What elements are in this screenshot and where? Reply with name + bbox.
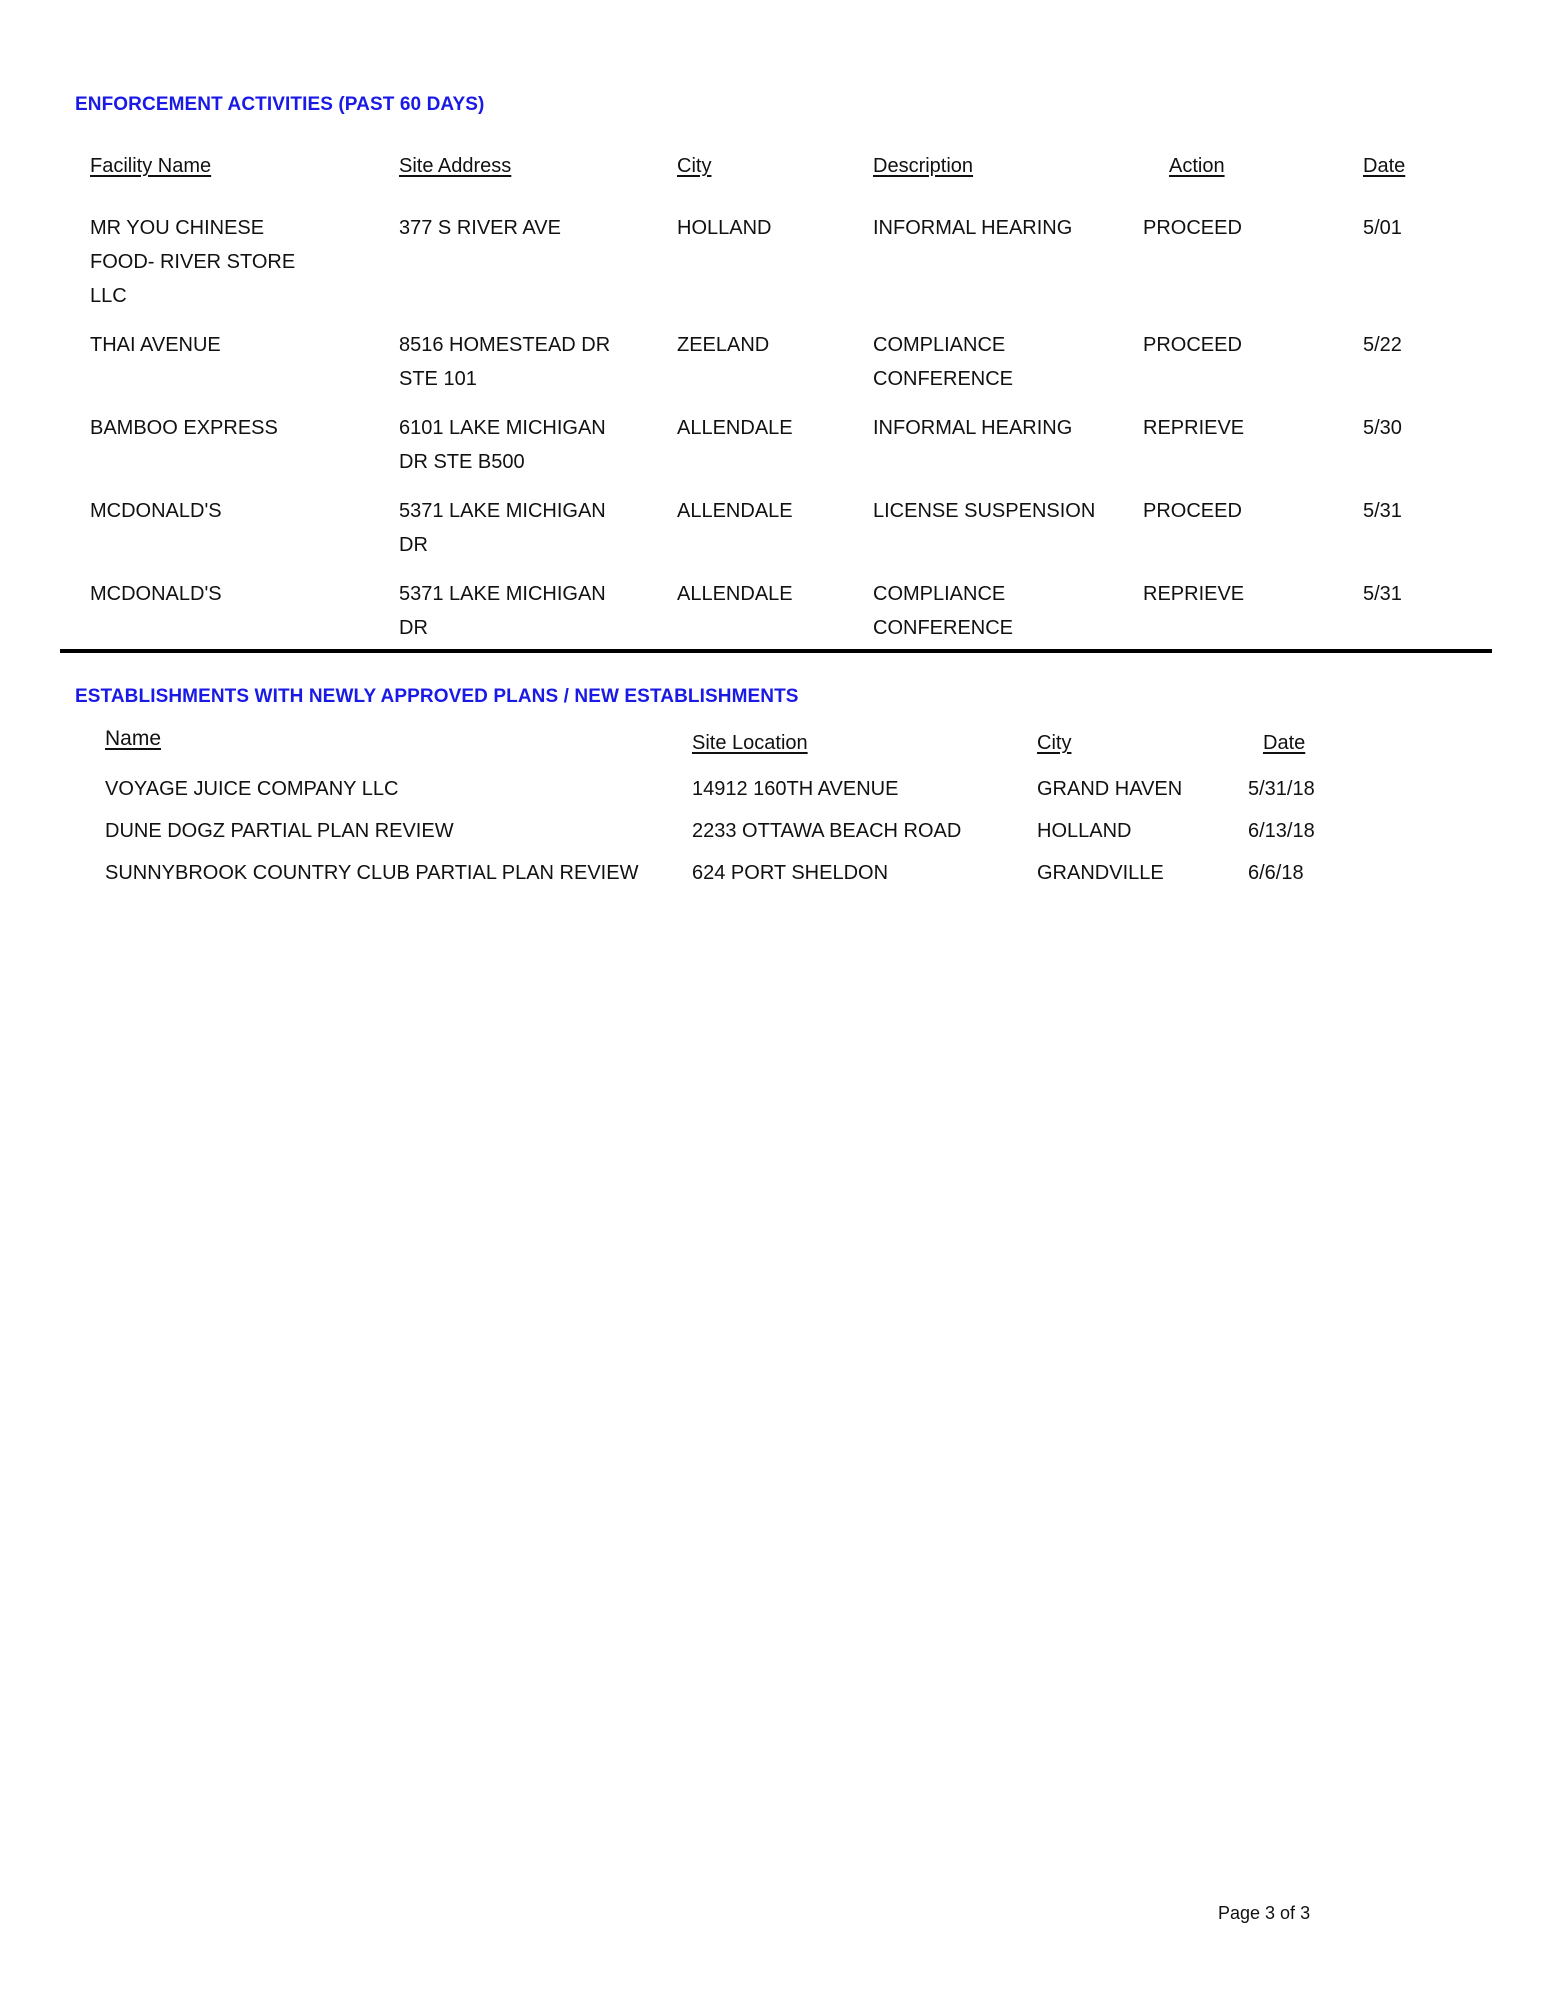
header-description: Description [873,155,974,177]
cell-city: ALLENDALE [677,500,793,522]
cell-facility-name: MR YOU CHINESE FOOD- RIVER STORE LLC [90,217,296,307]
table-row [0,862,1545,904]
cell-city: GRAND HAVEN [1037,778,1183,800]
cell-date: 5/31/18 [1248,778,1315,800]
cell-city: GRANDVILLE [1037,862,1164,884]
table-row [0,778,1545,820]
cell-date: 6/13/18 [1248,820,1315,842]
cell-site-location: 2233 OTTAWA BEACH ROAD [692,820,962,842]
cell-action: REPRIEVE [1143,417,1245,439]
cell-facility-name: MCDONALD'S [90,583,222,605]
header-facility-name: Facility Name [90,155,212,177]
cell-date: 5/01 [1363,217,1402,239]
cell-description: LICENSE SUSPENSION [873,500,1096,522]
cell-date: 5/31 [1363,500,1402,522]
cell-action: PROCEED [1143,334,1242,356]
header-city: City [1037,732,1072,754]
cell-facility-name: THAI AVENUE [90,334,221,356]
cell-date: 5/31 [1363,583,1402,605]
header-site-address: Site Address [399,155,512,177]
cell-action: PROCEED [1143,217,1242,239]
cell-site-address: 377 S RIVER AVE [399,217,561,239]
cell-facility-name: BAMBOO EXPRESS [90,417,278,439]
cell-description: INFORMAL HEARING [873,217,1073,239]
cell-site-address: 5371 LAKE MICHIGAN DR [399,583,606,639]
enforcement-section-title: ENFORCEMENT ACTIVITIES (PAST 60 DAYS) [75,94,485,115]
cell-date: 5/30 [1363,417,1402,439]
header-city: City [677,155,712,177]
section-divider [60,649,1492,653]
cell-site-address: 8516 HOMESTEAD DR STE 101 [399,334,611,390]
cell-city: HOLLAND [1037,820,1132,842]
cell-description: COMPLIANCE CONFERENCE [873,334,1014,390]
cell-city: HOLLAND [677,217,772,239]
cell-site-address: 6101 LAKE MICHIGAN DR STE B500 [399,417,606,473]
cell-site-location: 624 PORT SHELDON [692,862,889,884]
cell-city: ZEELAND [677,334,770,356]
cell-description: INFORMAL HEARING [873,417,1073,439]
header-action: Action [1169,155,1225,177]
cell-action: REPRIEVE [1143,583,1245,605]
header-date: Date [1363,155,1406,177]
cell-description: COMPLIANCE CONFERENCE [873,583,1014,639]
cell-site-location: 14912 160TH AVENUE [692,778,899,800]
cell-action: PROCEED [1143,500,1242,522]
cell-name: VOYAGE JUICE COMPANY LLC [105,778,399,800]
header-date: Date [1263,732,1306,754]
header-site-location: Site Location [692,732,808,754]
header-name: Name [105,727,162,750]
cell-name: SUNNYBROOK COUNTRY CLUB PARTIAL PLAN REVIEW [105,862,639,884]
table-row [0,820,1545,862]
cell-city: ALLENDALE [677,417,793,439]
cell-date: 6/6/18 [1248,862,1304,884]
establishments-section-title: ESTABLISHMENTS WITH NEWLY APPROVED PLANS / NEW ESTABLISHMENTS [75,686,799,707]
cell-date: 5/22 [1363,334,1402,356]
cell-site-address: 5371 LAKE MICHIGAN DR [399,500,606,556]
page-number: Page 3 of 3 [1218,1903,1311,1923]
cell-city: ALLENDALE [677,583,793,605]
cell-name: DUNE DOGZ PARTIAL PLAN REVIEW [105,820,454,842]
cell-facility-name: MCDONALD'S [90,500,222,522]
